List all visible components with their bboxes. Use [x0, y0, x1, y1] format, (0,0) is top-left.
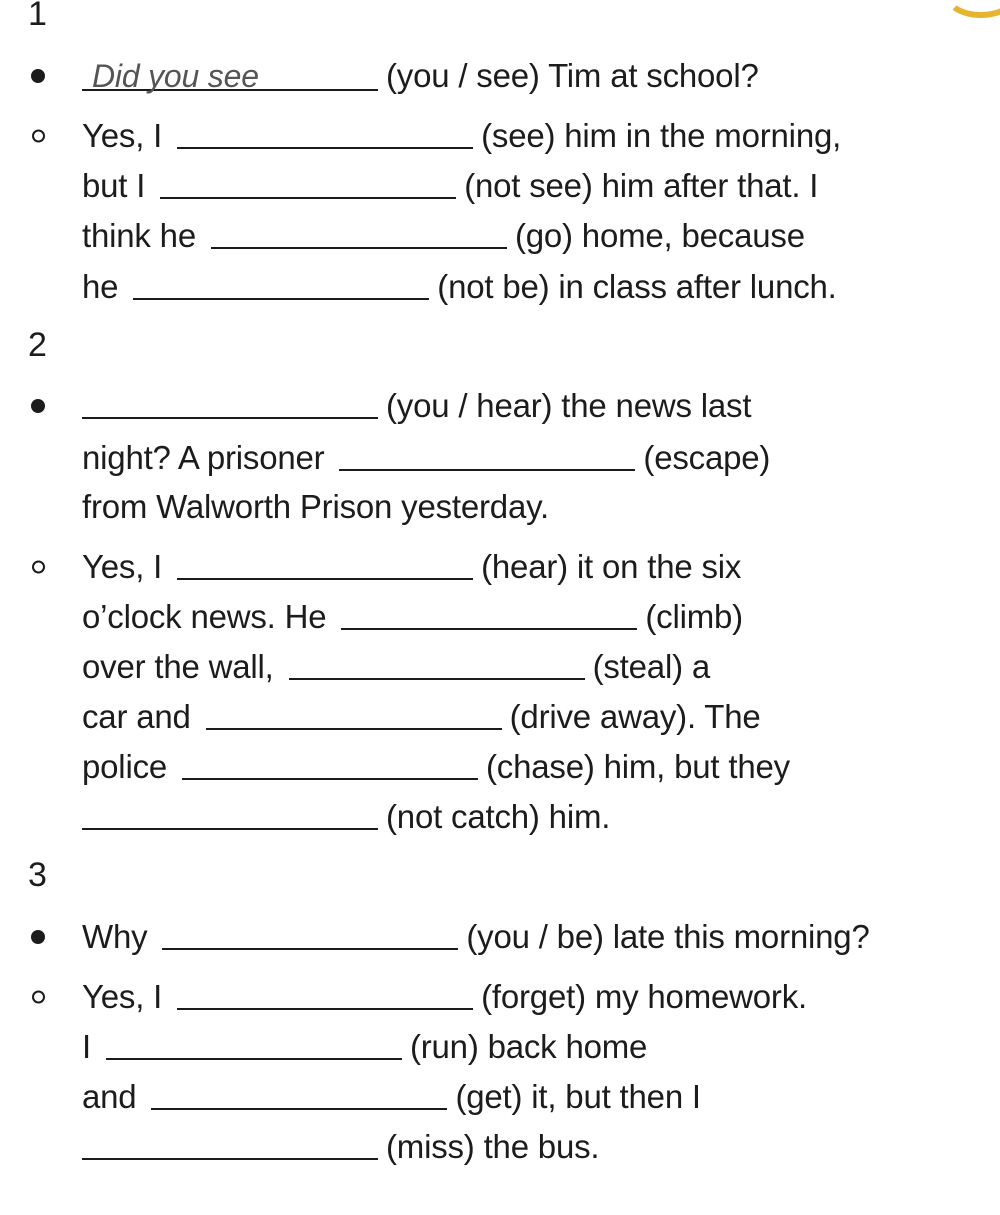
exercise-text: (steal) a [592, 648, 710, 685]
exercise-text: Yes, I [82, 978, 163, 1015]
question-bullet-icon [31, 399, 45, 413]
exercise-text: (miss) the bus. [386, 1128, 600, 1165]
exercise-line [82, 697, 761, 737]
exercise-text: (run) back home [409, 1028, 648, 1065]
exercise-text: Yes, I [82, 548, 163, 585]
exercise-line [82, 56, 759, 96]
answer-bullet-icon [32, 991, 45, 1004]
exercise-text: (you / hear) the news last [386, 387, 752, 424]
answer-blank[interactable] [211, 219, 507, 249]
section-number: 1 [28, 0, 47, 33]
exercise-text: police [82, 748, 168, 785]
exercise-line [82, 386, 751, 426]
exercise-line [82, 1027, 647, 1067]
answer-blank[interactable] [177, 980, 473, 1010]
exercise-text: (hear) it on the six [481, 548, 742, 585]
answer-bullet-icon [32, 561, 45, 574]
exercise-line [82, 977, 807, 1017]
answer-blank[interactable] [177, 550, 473, 580]
exercise-text: from Walworth Prison yesterday. [82, 488, 549, 525]
answer-blank[interactable] [106, 1030, 402, 1060]
exercise-text: (forget) my homework. [481, 978, 807, 1015]
exercise-line [82, 797, 610, 837]
answer-blank[interactable] [160, 169, 456, 199]
exercise-line [82, 1127, 599, 1167]
section-number: 3 [28, 856, 47, 894]
corner-decoration [944, 0, 1000, 18]
exercise-line [82, 116, 841, 156]
exercise-text: he [82, 268, 119, 305]
exercise-text: Why [82, 918, 148, 955]
exercise-line [82, 438, 770, 478]
answer-blank[interactable] [133, 270, 429, 300]
exercise-text: but I [82, 167, 146, 204]
exercise-text: (get) it, but then I [455, 1078, 701, 1115]
exercise-text: I [82, 1028, 91, 1065]
exercise-text: think he [82, 217, 196, 254]
exercise-text: Yes, I [82, 117, 163, 154]
section-number: 2 [28, 326, 47, 364]
exercise-line [82, 487, 549, 527]
exercise-line [82, 267, 837, 307]
exercise-text: (chase) him, but they [486, 748, 790, 785]
exercise-text: over the wall, [82, 648, 274, 685]
exercise-text: and [82, 1078, 137, 1115]
exercise-text: (you / see) Tim at school? [386, 57, 759, 94]
exercise-line [82, 166, 818, 206]
answer-blank[interactable] [289, 650, 585, 680]
answer-blank[interactable] [151, 1080, 447, 1110]
exercise-text: (climb) [645, 598, 743, 635]
exercise-line [82, 547, 741, 587]
exercise-line [82, 597, 743, 637]
exercise-text: (not see) him after that. I [464, 167, 819, 204]
exercise-text: (escape) [643, 439, 771, 476]
exercise-text: (not be) in class after lunch. [437, 268, 837, 305]
exercise-text: (drive away). The [509, 698, 761, 735]
answer-blank[interactable] [339, 441, 635, 471]
exercise-text: car and [82, 698, 191, 735]
question-bullet-icon [31, 930, 45, 944]
exercise-line [82, 647, 710, 687]
answer-blank[interactable] [162, 920, 458, 950]
answer-blank[interactable] [177, 119, 473, 149]
answer-blank[interactable] [206, 700, 502, 730]
answer-blank[interactable] [82, 800, 378, 830]
answer-blank[interactable] [82, 1130, 378, 1160]
exercise-text: (you / be) late this morning? [466, 918, 870, 955]
answer-blank[interactable] [182, 750, 478, 780]
answer-blank[interactable] [341, 600, 637, 630]
answer-bullet-icon [32, 130, 45, 143]
exercise-text: night? A prisoner [82, 439, 325, 476]
answer-blank[interactable] [82, 389, 378, 419]
question-bullet-icon [31, 69, 45, 83]
exercise-text: (see) him in the morning, [481, 117, 842, 154]
exercise-text: (go) home, because [514, 217, 805, 254]
exercise-line [82, 216, 805, 256]
exercise-line [82, 1077, 701, 1117]
exercise-line [82, 747, 790, 787]
exercise-text: (not catch) him. [386, 798, 611, 835]
exercise-text: o’clock news. He [82, 598, 327, 635]
example-answer-blank: Did you see [82, 61, 378, 91]
exercise-line [82, 917, 870, 957]
